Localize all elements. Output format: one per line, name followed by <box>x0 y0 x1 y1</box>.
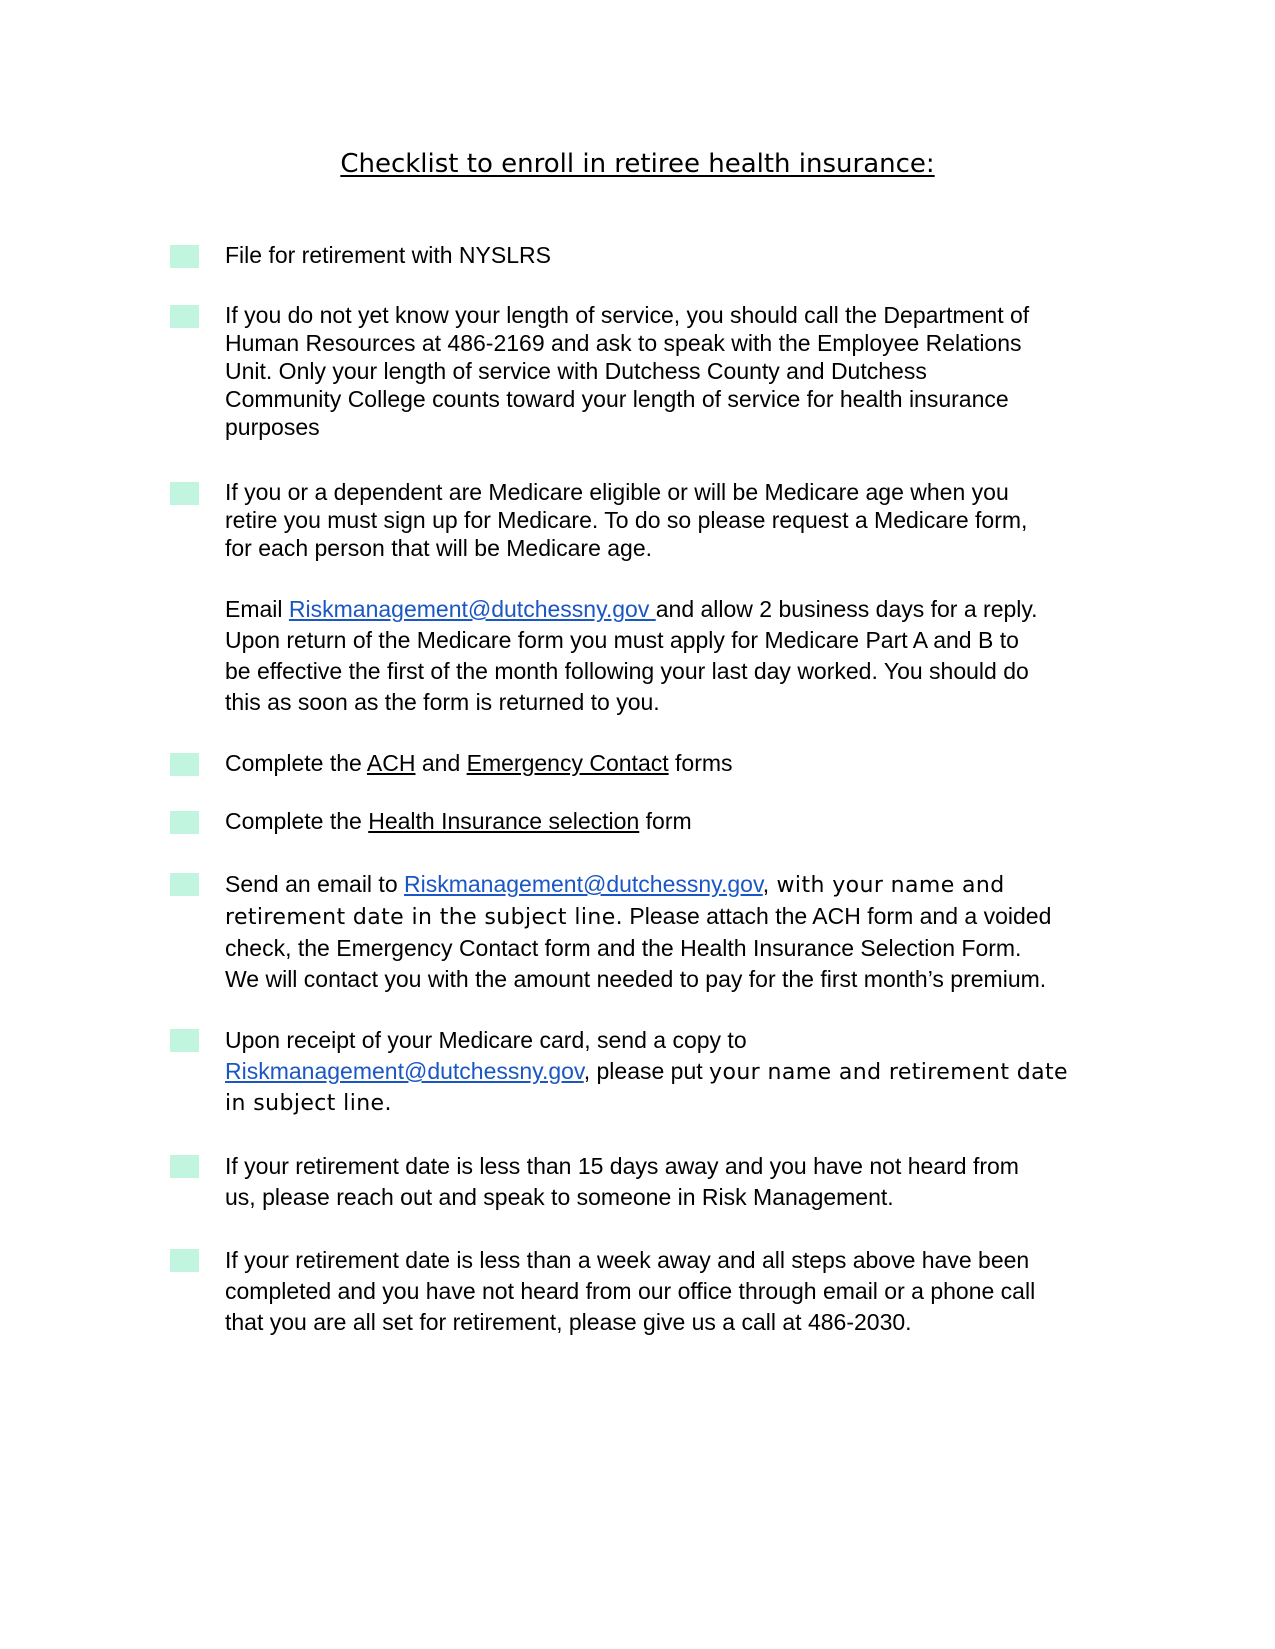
text-line <box>225 1056 1135 1088</box>
text-line: in subject line. <box>225 1091 392 1116</box>
text-line: Community College counts toward your length of service for health insurance <box>225 386 1009 412</box>
text-prefix: Complete the <box>225 808 369 834</box>
checkbox-square[interactable] <box>170 1155 199 1178</box>
checklist-text <box>225 478 1135 562</box>
text-prefix: Complete the <box>225 750 367 776</box>
text-line: check, the Emergency Contact form and the Health Insurance Selection Form. <box>225 935 1022 961</box>
checkbox-square[interactable] <box>170 1249 199 1272</box>
checklist-text <box>225 869 1135 995</box>
text-line: us, please reach out and speak to someone in Risk Management. <box>225 1184 894 1210</box>
email-prefix: Email <box>225 596 289 622</box>
checkbox-square[interactable] <box>170 245 199 268</box>
checkbox-square[interactable] <box>170 873 199 896</box>
checklist-text <box>225 301 1135 441</box>
checkbox-square[interactable] <box>170 482 199 505</box>
text-alt: with your name and <box>769 873 1005 898</box>
text-line <box>225 901 1135 933</box>
checklist-text <box>225 241 1135 269</box>
health-insurance-selection-form-link[interactable]: Health Insurance selection <box>368 808 640 834</box>
text-line: We will contact you with the amount needed to pay for the first month’s premium. <box>225 966 1047 992</box>
text-prefix: Send an email to <box>225 871 405 897</box>
checkbox-square[interactable] <box>170 753 199 776</box>
checklist-text <box>225 1151 1135 1213</box>
checkbox-square[interactable] <box>170 305 199 328</box>
checklist-text <box>225 749 1135 777</box>
text-line <box>225 869 1135 901</box>
text-suffix: form <box>639 808 692 834</box>
text-alt: your name and retirement date <box>709 1060 1068 1085</box>
text-line: If your retirement date is less than 15 days away and you have not heard from <box>225 1153 1019 1179</box>
text-line: Upon receipt of your Medicare card, send a copy to <box>225 1027 747 1053</box>
checklist-text <box>225 1245 1135 1338</box>
checklist-text <box>225 1025 1135 1119</box>
text-line: Human Resources at 486-2169 and ask to speak with the Employee Relations <box>225 330 1022 356</box>
risk-management-email-link[interactable]: Riskmanagement@dutchessny.gov <box>288 596 656 622</box>
text-alt: retirement date in the subject line. <box>225 905 624 930</box>
checklist-text <box>225 807 1135 835</box>
text-line: purposes <box>225 414 320 440</box>
text-line <box>225 594 1135 625</box>
risk-management-email-link[interactable]: Riskmanagement@dutchessny.gov <box>225 1058 584 1084</box>
checkbox-square[interactable] <box>170 811 199 834</box>
text-line: If you or a dependent are Medicare eligible or will be Medicare age when you <box>225 479 1009 505</box>
text-line: If you do not yet know your length of service, you should call the Department of <box>225 302 1030 328</box>
text-after-link: , please put <box>583 1058 710 1084</box>
text-line: this as soon as the form is returned to you. <box>225 689 660 715</box>
checkbox-square[interactable] <box>170 1029 199 1052</box>
text-line: be effective the first of the month following your last day worked. You should do <box>225 658 1029 684</box>
text-line <box>225 807 1135 835</box>
text-line <box>225 749 1135 777</box>
text-suffix: forms <box>668 750 733 776</box>
text-line: retire you must sign up for Medicare. To do so please request a Medicare form, <box>225 507 1028 533</box>
emergency-contact-form-link[interactable]: Emergency Contact <box>466 750 669 776</box>
text-rest: Please attach the ACH form and a voided <box>623 903 1052 929</box>
page-title: Checklist to enroll in retiree health insurance: <box>340 149 935 179</box>
text-middle: and <box>415 750 467 776</box>
text-line: Unit. Only your length of service with Dutchess County and Dutchess <box>225 358 927 384</box>
text-line: that you are all set for retirement, please give us a call at 486-2030. <box>225 1309 912 1335</box>
text-comma: , <box>762 871 770 897</box>
text-line: Upon return of the Medicare form you must apply for Medicare Part A and B to <box>225 627 1019 653</box>
medicare-email-paragraph <box>225 594 1135 718</box>
text-line: If your retirement date is less than a week away and all steps above have been <box>225 1247 1030 1273</box>
text-line: File for retirement with NYSLRS <box>225 242 551 268</box>
text-line: for each person that will be Medicare age. <box>225 535 653 561</box>
text-line: completed and you have not heard from our office through email or a phone call <box>225 1278 1036 1304</box>
ach-form-link[interactable]: ACH <box>366 750 416 776</box>
email-suffix: and allow 2 business days for a reply. <box>655 596 1038 622</box>
risk-management-email-link[interactable]: Riskmanagement@dutchessny.gov <box>404 871 763 897</box>
